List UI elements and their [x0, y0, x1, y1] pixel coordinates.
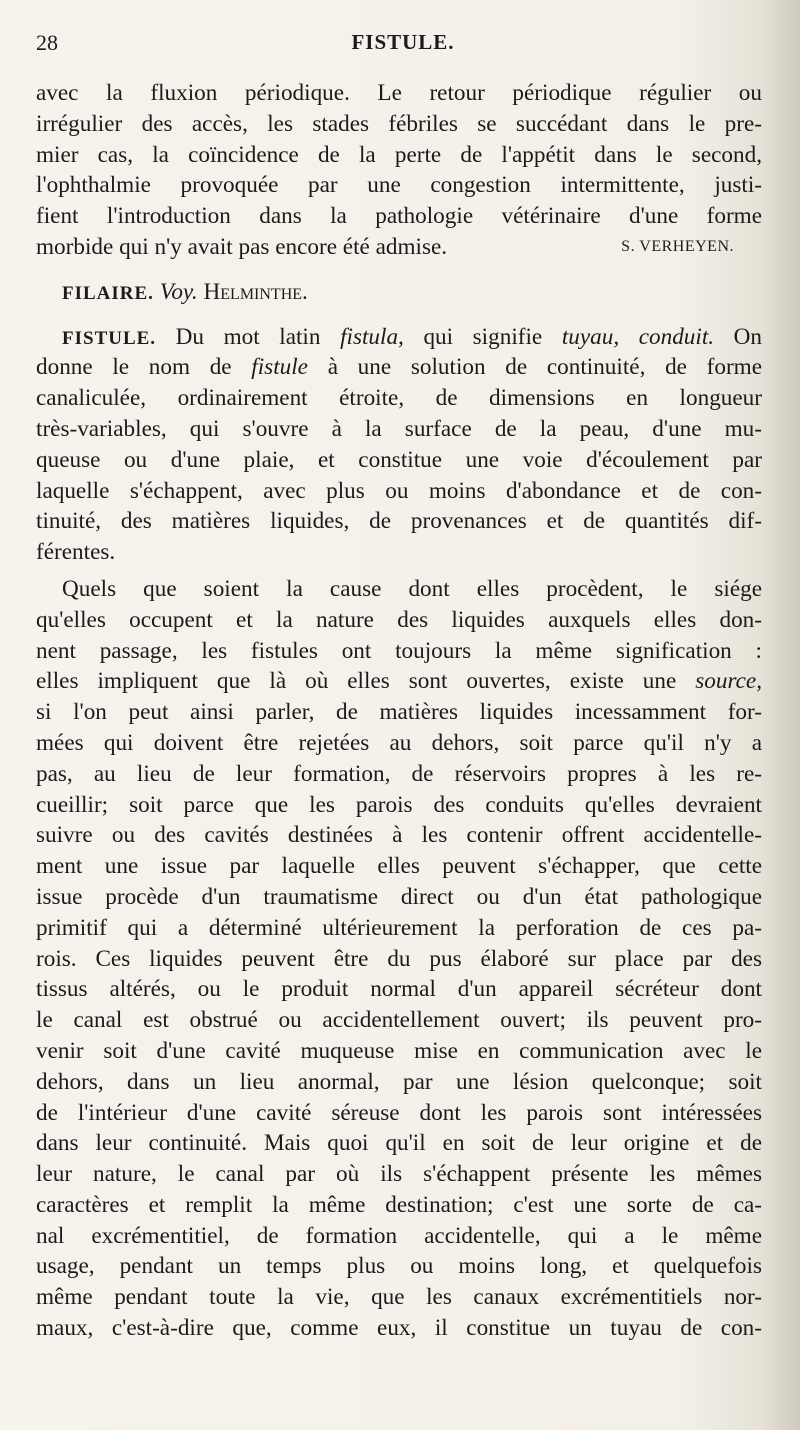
text-line: si l'on peut ainsi parler, de matières liquides incessamment for- [36, 699, 762, 726]
text-line: rois. Ces liquides peuvent être du pus élaboré sur place par des [36, 945, 762, 972]
text-run: Du mot latin [175, 323, 321, 350]
text-line [36, 322, 762, 353]
text-run: donne le nom de [36, 354, 232, 381]
text-run: qui signifie [423, 323, 543, 350]
text-line: cueillir; soit parce que les parois des conduits qu'elles devraient [36, 791, 762, 818]
text-line: fient l'introduction dans la pathologie vétérinaire d'une forme [36, 203, 762, 230]
text-line [36, 352, 762, 383]
text-line: irrégulier des accès, les stades fébriles se succédant dans le pre- [36, 110, 762, 137]
continuation-paragraph [36, 78, 762, 263]
author-signature: S. VERHEYEN. [621, 237, 734, 255]
text-line: pas, au lieu de leur formation, de réservoirs propres à les re- [36, 760, 762, 787]
entry-filaire [36, 277, 762, 308]
text-line: dans leur continuité. Mais quoi qu'il en soit de leur origine et de [36, 1130, 762, 1157]
text-line: avec la fluxion périodique. Le retour périodique régulier ou [36, 80, 762, 106]
text-line [36, 666, 762, 697]
text-run: elles impliquent que là où elles sont ouvertes, existe une [36, 668, 677, 695]
page-header [36, 30, 770, 62]
text-line: qu'elles occupent et la nature des liquides auxquels elles don- [36, 606, 762, 633]
text-line: queuse ou d'une plaie, et constitue une voie d'écoulement par [36, 446, 762, 473]
text-line-with-signature [36, 232, 762, 263]
text-line: canaliculée, ordinairement étroite, de dimensions en longueur [36, 385, 762, 412]
text-line: mier cas, la coïncidence de la perte de l'appétit dans le second, [36, 141, 762, 168]
entry-term: FISTULE. [62, 327, 157, 349]
body-text [36, 78, 762, 1344]
italic-run: fistula, [340, 323, 404, 350]
text-run: On [733, 323, 763, 350]
text-line: Quels que soient la cause dont elles procèdent, le siége [62, 575, 762, 602]
text-line: primitif qui a déterminé ultérieurement la perforation de ces pa- [36, 914, 762, 941]
text-line: usage, pendant un temps plus ou moins long, et quelquefois [36, 1253, 762, 1280]
entry-fistule [36, 322, 762, 568]
text-line: caractères et remplit la même destination; c'est une sorte de ca- [36, 1191, 762, 1218]
italic-run: source, [695, 668, 762, 695]
text-line: même pendant toute la vie, que les canaux excrémentitiels nor- [36, 1284, 762, 1311]
text-line: dehors, dans un lieu anormal, par une lésion quelconque; soit [36, 1068, 762, 1095]
text-line: tinuité, des matières liquides, de provenances et de quantités dif- [36, 508, 762, 535]
cross-ref-target: Helminthe. [203, 278, 308, 305]
text-line: issue procède d'un traumatisme direct ou d'un état pathologique [36, 883, 762, 910]
text-line: nent passage, les fistules ont toujours la même signification : [36, 637, 762, 664]
fistule-paragraph-2 [36, 574, 762, 1344]
cross-ref-prefix: Voy. [159, 278, 198, 305]
text-line: suivre ou des cavités destinées à les contenir offrent accidentelle- [36, 822, 762, 849]
running-title: FISTULE. [351, 30, 455, 54]
text-line: ment une issue par laquelle elles peuvent s'échapper, que cette [36, 853, 762, 880]
text-line: laquelle s'échappent, avec plus ou moins d'abondance et de con- [36, 477, 762, 504]
text-run: à une solution de continuité, de forme [327, 354, 763, 381]
text-line: leur nature, le canal par où ils s'échappent présente les mêmes [36, 1161, 762, 1188]
italic-run: fistule [251, 354, 308, 381]
italic-run: tuyau, conduit. [561, 323, 715, 350]
text-line: maux, c'est-à-dire que, comme eux, il constitue un tuyau de con- [36, 1315, 762, 1342]
text-line: mées qui doivent être rejetées au dehors, soit parce qu'il n'y a [36, 729, 762, 756]
entry-term: FILAIRE. [62, 282, 154, 304]
text-line: tissus altérés, ou le produit normal d'un appareil sécréteur dont [36, 976, 762, 1003]
text-line: férentes. [36, 539, 116, 566]
text-line: le canal est obstrué ou accidentellement ouvert; ils peuvent pro- [36, 1007, 762, 1034]
text-line: nal excrémentitiel, de formation accidentelle, qui a le même [36, 1222, 762, 1249]
text-line: venir soit d'une cavité muqueuse mise en communication avec le [36, 1037, 762, 1064]
text-line: morbide qui n'y avait pas encore été admise. [36, 233, 448, 260]
text-line: l'ophthalmie provoquée par une congestion intermittente, justi- [36, 172, 762, 199]
text-line: très-variables, qui s'ouvre à la surface de la peau, d'une mu- [36, 415, 762, 442]
text-line: de l'intérieur d'une cavité séreuse dont les parois sont intéressées [36, 1099, 762, 1126]
page-number: 28 [36, 30, 58, 55]
